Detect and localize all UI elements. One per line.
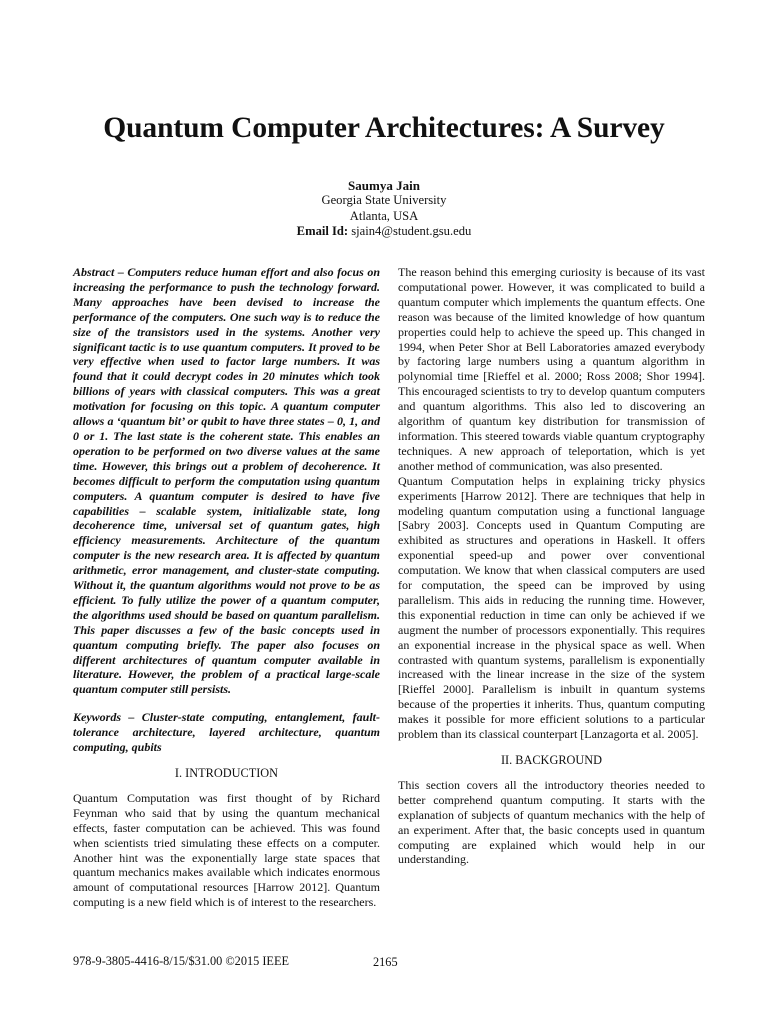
section-heading-background: II. BACKGROUND — [500, 753, 603, 767]
author-affiliation: Georgia State University — [321, 193, 447, 208]
right-column — [398, 265, 705, 867]
section-heading-introduction: I. INTRODUCTION — [174, 766, 279, 780]
page-number: 2165 — [373, 955, 398, 969]
background-paragraph: This section covers all the introductory theories needed to better comprehend quantum computing. It starts with the explanation of subjects of quantum mechanics with the help of an experiment. After that, the basic concepts used in quantum computing are explained which would help in our understanding. — [398, 777, 705, 867]
keywords: Keywords – Cluster-state computing, entanglement, fault-tolerance architecture, layered architecture, quantum computing, qubits — [73, 710, 380, 755]
footer-isbn: 978-9-3805-4416-8/15/$31.00 ©2015 IEEE — [73, 954, 289, 968]
introduction-paragraph: Quantum Computation was first thought of by Richard Feynman who said that by using the quantum mechanical effects, faster computation can be achieved. This was found when scientists tried simulating these effects on a computer. Another hint was the exponentially large state spaces that quantum mechanics makes available which indicates enormous amount of computational resources [Harrow 2012]. Quantum computing is a new field which is of interest to the researchers. — [73, 790, 380, 910]
left-column — [73, 265, 380, 910]
body-paragraph-1: The reason behind this emerging curiosity is because of its vast computational power. However, it was complicated to build a quantum computer which implements the quantum effects. One reason was because of the limited knowledge of how quantum properties could help to achieve the speed up. This changed in 1994, when Peter Shor at Bell Laboratories amazed everybody by factoring large numbers using a quantum algorithm in polynomial time [Rieffel et al. 2000; Ross 2008; Shor 1994]. This encouraged scientists to try to develop quantum computers and quantum algorithms. This also led to discovering an algorithm of quantum key distribution for transmission of information. This steered towards viable quantum cryptography techniques. A new approach of teleportation, which is yet another method of communication, was also presented. — [398, 265, 705, 473]
author-location: Atlanta, USA — [349, 208, 419, 223]
abstract: Abstract – Computers reduce human effort and also focus on increasing the performance to push the technology forward. Many approaches have been devised to increase the performance of the computers. One such way is to reduce the size of the transistors used in the systems. Another very significant tactic is to use quantum computers. It proved to be very effective when used to factor large numbers. It was found that it could decrypt codes in 20 minutes which took billions of years with classical computers. This was a great motivation for focusing on this topic. A quantum computer allows a ‘quantum bit’ or qubit to have three states – 0, 1, and 0 or 1. The last state is the coherent state. This enables an operation to be performed on two diverse values at the same time. However, this brings out a problem of decoherence. It becomes difficult to perform the computation using quantum computers. A quantum computer is desired to have five capabilities – scalable system, initializable state, long decoherence time, universal set of quantum gates, high efficiency measurements. Architecture of the quantum computer is the new research area. It is affected by quantum arithmetic, error management, and cluster-state computing. Without it, the quantum algorithms would not prove to be as efficient. To fully utilize the power of a quantum computer, the algorithms used should be based on quantum parallelism. This paper discusses a few of the basic concepts used in quantum computing briefly. The paper also focuses on different architectures of quantum computer available in literature. However, the problem of a practical large-scale quantum computer still persists. — [73, 265, 380, 697]
email-label: Email Id: — [296, 224, 349, 239]
paper-title: Quantum Computer Architectures: A Survey — [103, 112, 665, 144]
author-name: Saumya Jain — [348, 178, 420, 193]
body-paragraph-2: Quantum Computation helps in explaining tricky physics experiments [Harrow 2012]. There are techniques that help in modeling quantum computation using a functional language [Sabry 2003]. Concepts used in Quantum Computing are exhibited as structures and operations in Haskell. It offers exponential speed-up and power over conventional computation. We know that when classical computers are used for computation, the speed can be improved by using parallelism. This aids in reducing the running time. However, this exponential reduction in time can only be achieved if we augment the number of processors exponentially. This requires an exponential increase in the physical space as well. When contrasted with quantum systems, parallelism is exponentially increased with the linear increase in the size of the system [Rieffel 2000]. Parallelism is inbuilt in quantum systems because of the properties it inherits. Thus, quantum computing makes it possible for more efficient solutions to a particular problem than its classical counterpart [Lanzagorta et al. 2005]. — [398, 473, 705, 742]
author-block — [0, 178, 768, 240]
author-email-line — [0, 224, 768, 239]
author-email: sjain4@student.gsu.edu — [351, 224, 472, 239]
